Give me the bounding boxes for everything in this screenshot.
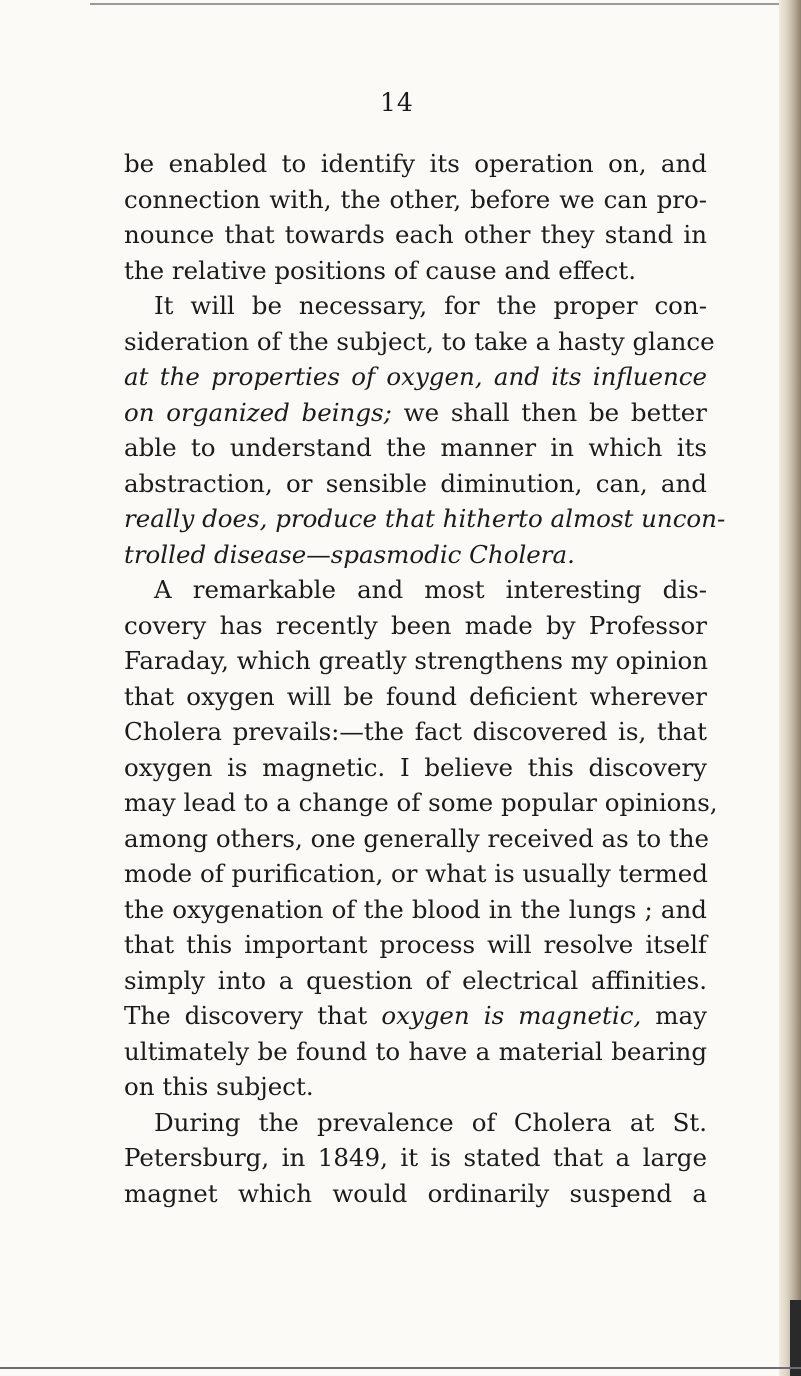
line-text: on this subject. [124, 1072, 314, 1101]
text-line [124, 253, 707, 289]
text-line [124, 714, 707, 750]
line-text: sideration of the subject, to take a hasty glance [124, 326, 715, 356]
text-line [124, 1034, 707, 1070]
text-line [124, 217, 707, 253]
body-text [124, 146, 726, 1211]
italic-text-line [124, 359, 707, 395]
text-line [124, 821, 710, 857]
text-line [124, 785, 718, 821]
paragraph-start-line [124, 572, 707, 608]
bottom-edge-rule [0, 1367, 801, 1369]
line-text: The discovery that [124, 1001, 382, 1030]
italic-text-line [124, 537, 707, 573]
line-text: be enabled to identify its operation on, and [124, 149, 707, 178]
text-line [124, 679, 707, 715]
line-text: Faraday, which greatly strengthens my opinion [124, 646, 709, 675]
line-text: abstraction, or sensible diminution, can, and [124, 468, 707, 498]
text-line [124, 466, 707, 502]
line-text: among others, one generally received as to the [124, 823, 710, 853]
line-text: really does, produce that hitherto almost uncon- [124, 504, 726, 533]
text-line [124, 395, 707, 431]
text-line [124, 146, 707, 182]
line-text: the oxygenation of the blood in the lungs ; and [124, 894, 707, 924]
line-text: magnet which would ordinarily suspend a [124, 1178, 707, 1208]
text-line [124, 892, 707, 928]
text-line [124, 182, 707, 218]
text-line [124, 750, 707, 786]
line-text: oxygen is magnetic. I believe this discovery [124, 752, 707, 782]
paragraph-start-line [124, 288, 707, 324]
line-text: at the properties of oxygen, and its influence [124, 362, 707, 391]
page-corner-shadow [790, 1300, 801, 1376]
text-line [124, 430, 707, 466]
line-text: mode of purification, or what is usually termed [124, 859, 708, 888]
line-text: trolled disease—spasmodic Cholera. [124, 539, 575, 569]
text-line [124, 643, 707, 679]
line-text: It will be necessary, for the proper con- [154, 291, 707, 320]
page-binding-edge [779, 0, 801, 1376]
paragraph-start-line [124, 1105, 707, 1141]
italic-phrase: oxygen is magnetic, [381, 1001, 642, 1030]
text-line [124, 927, 707, 963]
text-line [124, 856, 707, 892]
line-text: ultimately be found to have a material bearing [124, 1036, 707, 1066]
line-text: simply into a question of electrical affinities. [124, 965, 707, 995]
line-text: we shall then be better [391, 397, 707, 427]
text-line [124, 998, 707, 1034]
line-text: Petersburg, in 1849, it is stated that a large [124, 1143, 707, 1172]
line-text: During the prevalence of Cholera at St. [154, 1107, 707, 1137]
line-text: that this important process will resolve itself [124, 930, 707, 959]
top-edge-rule [90, 3, 790, 5]
line-text: able to understand the manner in which its [124, 433, 707, 462]
line-text: covery has recently been made by Professor [124, 610, 707, 640]
text-line [124, 608, 707, 644]
line-text: Cholera prevails:—the fact discovered is, that [124, 717, 707, 746]
line-text: may [641, 1001, 707, 1030]
line-text: may lead to a change of some popular opinions, [124, 788, 718, 817]
text-line [124, 1069, 707, 1105]
text-line [124, 324, 715, 360]
line-text: that oxygen will be found deficient wherever [124, 681, 707, 711]
text-line [124, 1140, 707, 1176]
text-line [124, 1176, 707, 1212]
line-text: connection with, the other, before we can pro- [124, 184, 707, 214]
page-number: 14 [380, 88, 414, 117]
line-text: the relative positions of cause and effect. [124, 255, 636, 285]
line-text: nounce that towards each other they stand in [124, 220, 707, 249]
italic-phrase: on organized beings; [124, 397, 392, 427]
italic-text-line [124, 501, 726, 537]
line-text: A remarkable and most interesting dis- [154, 575, 707, 604]
text-line [124, 963, 707, 999]
